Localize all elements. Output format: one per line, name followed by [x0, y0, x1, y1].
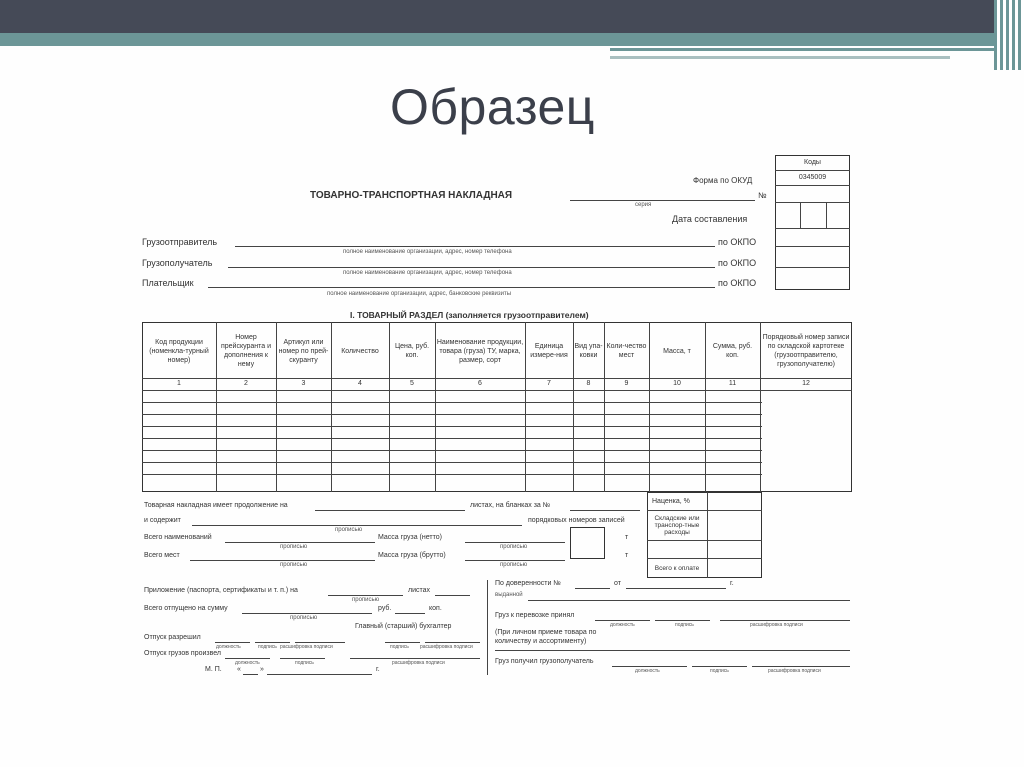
cargo-received-label: Груз получил грузополучатель	[495, 658, 594, 665]
form-title: ТОВАРНО-ТРАНСПОРТНАЯ НАКЛАДНАЯ	[310, 190, 513, 201]
payer-field	[208, 287, 715, 288]
slide-title: Образец	[390, 79, 595, 135]
quote-open: «	[237, 666, 241, 673]
col-header-1: Код продукции (номенкла-турный номер)	[149, 338, 209, 364]
chief-accountant-label: Главный (старший) бухгалтер	[355, 623, 452, 630]
signature-1: подпись	[258, 644, 277, 650]
col-num-9: 9	[624, 380, 629, 387]
series-label: серия	[635, 202, 652, 208]
kop-label: коп.	[429, 605, 442, 612]
mass-box	[570, 527, 605, 559]
consignee-okpo: по ОКПО	[718, 258, 757, 268]
col-num-4: 4	[358, 380, 362, 387]
position-4: должность	[635, 668, 660, 674]
col-header-7: Единица измере-ния	[530, 343, 568, 359]
mp-label: М. П.	[205, 666, 222, 673]
col-num-10: 10	[673, 380, 681, 387]
release-allowed-label: Отпуск разрешил	[144, 634, 201, 641]
year-suffix-2: г.	[730, 580, 734, 587]
in-words-5: прописью	[500, 562, 528, 568]
col-num-11: 11	[728, 380, 737, 387]
col-num-5: 5	[410, 380, 414, 387]
rub-label: руб.	[378, 605, 392, 612]
shipper-field	[235, 246, 715, 247]
consignee-label: Грузополучатель	[142, 258, 213, 268]
waybill-form	[130, 150, 870, 690]
col-num-3: 3	[301, 380, 306, 387]
continuation-label: Товарная накладная имеет продолжение на	[144, 502, 288, 509]
ordinal-records-label: порядковых номеров записей	[528, 517, 625, 524]
t-unit-1: т	[625, 534, 629, 541]
cargo-accepted-label: Груз к перевозке принял	[495, 612, 575, 619]
position-3: должность	[610, 622, 635, 628]
shipper-hint: полное наименование организации, адрес, номер телефона	[343, 249, 512, 255]
signature-2: подпись	[390, 644, 409, 650]
net-mass-label: Масса груза (нетто)	[378, 534, 442, 541]
sig-decoding-5: расшифровка подписи	[768, 668, 821, 674]
codes-header: Коды	[804, 159, 821, 166]
in-words-3: прописью	[500, 544, 528, 550]
okud-label: Форма по ОКУД	[693, 176, 753, 185]
t-unit-2: т	[625, 552, 629, 559]
col-header-2: Номер прейскуранта и дополнения к нему	[220, 334, 272, 368]
consignee-hint: полное наименование организации, адрес, номер телефона	[343, 270, 512, 276]
personal-accept-label: (При личном приеме товара по количеству и ассортименту)	[495, 629, 597, 645]
payer-hint: полное наименование организации, адрес, банковские реквизиты	[327, 291, 512, 297]
col-header-4: Количество	[341, 347, 379, 355]
col-header-3: Артикул или номер по прей-скуранту	[278, 338, 329, 364]
released-sum-label: Всего отпущено на сумму	[144, 605, 228, 612]
signature-3: подпись	[295, 660, 314, 666]
col-header-6: Наименование продукции, товара (груза) ТУ, марка, размер, сорт	[436, 338, 524, 364]
position-2: должность	[235, 660, 260, 666]
col-header-10: Масса, т	[663, 347, 691, 355]
gross-mass-label: Масса груза (брутто)	[378, 552, 446, 559]
from-label: от	[614, 580, 621, 587]
col-header-9: Коли-чество мест	[606, 343, 647, 359]
in-words-6: прописью	[352, 597, 380, 603]
sig-decoding-1: расшифровка подписи	[280, 644, 333, 650]
col-num-7: 7	[547, 380, 551, 387]
date-label: Дата составления	[672, 214, 748, 224]
col-header-5: Цена, руб. коп.	[394, 343, 430, 359]
markup-label: Наценка, %	[652, 498, 690, 505]
proxy-label: По доверенности №	[495, 580, 561, 587]
col-header-11: Сумма, руб. коп.	[712, 343, 753, 359]
in-words-4: прописью	[280, 562, 308, 568]
header-band-teal	[0, 33, 1024, 46]
col-num-2: 2	[244, 380, 248, 387]
contains-label: и содержит	[144, 517, 181, 524]
payer-label: Плательщик	[142, 278, 194, 288]
total-places-label: Всего мест	[144, 552, 180, 559]
sig-decoding-2: расшифровка подписи	[420, 644, 473, 650]
sig-decoding-4: расшифровка подписи	[750, 622, 803, 628]
section-title: I. ТОВАРНЫЙ РАЗДЕЛ (заполняется грузоотправителем)	[350, 310, 589, 320]
col-header-8: Вид упа-ковки	[574, 343, 603, 359]
position-1: должность	[216, 644, 241, 650]
payer-okpo: по ОКПО	[718, 278, 757, 288]
quote-close: »	[260, 666, 264, 673]
total-to-pay-label: Всего к оплате	[654, 564, 700, 572]
header-band-dark	[0, 0, 1024, 33]
in-words-1: прописью	[335, 527, 363, 533]
issued-label: выданной	[495, 592, 523, 598]
signature-5: подпись	[710, 668, 729, 674]
col-num-12: 12	[802, 380, 810, 387]
attachment-label: Приложение (паспорта, сертификаты и т. п.) на	[144, 587, 298, 594]
header-accent-line	[610, 48, 1000, 51]
year-suffix: г.	[376, 666, 380, 673]
col-header-12: Порядковый номер записи по складской картотеке (грузоотправителю, грузополучателю)	[762, 334, 850, 368]
okud-code: 0345009	[798, 174, 827, 181]
consignee-field	[228, 267, 715, 268]
col-num-1: 1	[177, 380, 181, 387]
sig-decoding-3: расшифровка подписи	[392, 660, 445, 666]
col-num-8: 8	[586, 380, 591, 387]
signature-4: подпись	[675, 622, 694, 628]
release-done-label: Отпуск грузов произвел	[144, 650, 222, 657]
in-words-2: прописью	[280, 544, 308, 550]
corner-stripes	[994, 0, 1024, 70]
header-accent-line-2	[610, 56, 950, 59]
shipper-okpo: по ОКПО	[718, 237, 757, 247]
warehouse-costs-label: Складские или транспор-тные расходы	[654, 514, 700, 536]
sheets-blanks-label: листах, на бланках за №	[470, 502, 551, 509]
shipper-label: Грузоотправитель	[142, 237, 218, 247]
in-words-7: прописью	[290, 615, 318, 621]
sheets-label: листах	[408, 587, 431, 594]
col-num-6: 6	[478, 380, 482, 387]
total-items-label: Всего наименований	[144, 534, 212, 541]
number-sign: №	[758, 191, 767, 200]
